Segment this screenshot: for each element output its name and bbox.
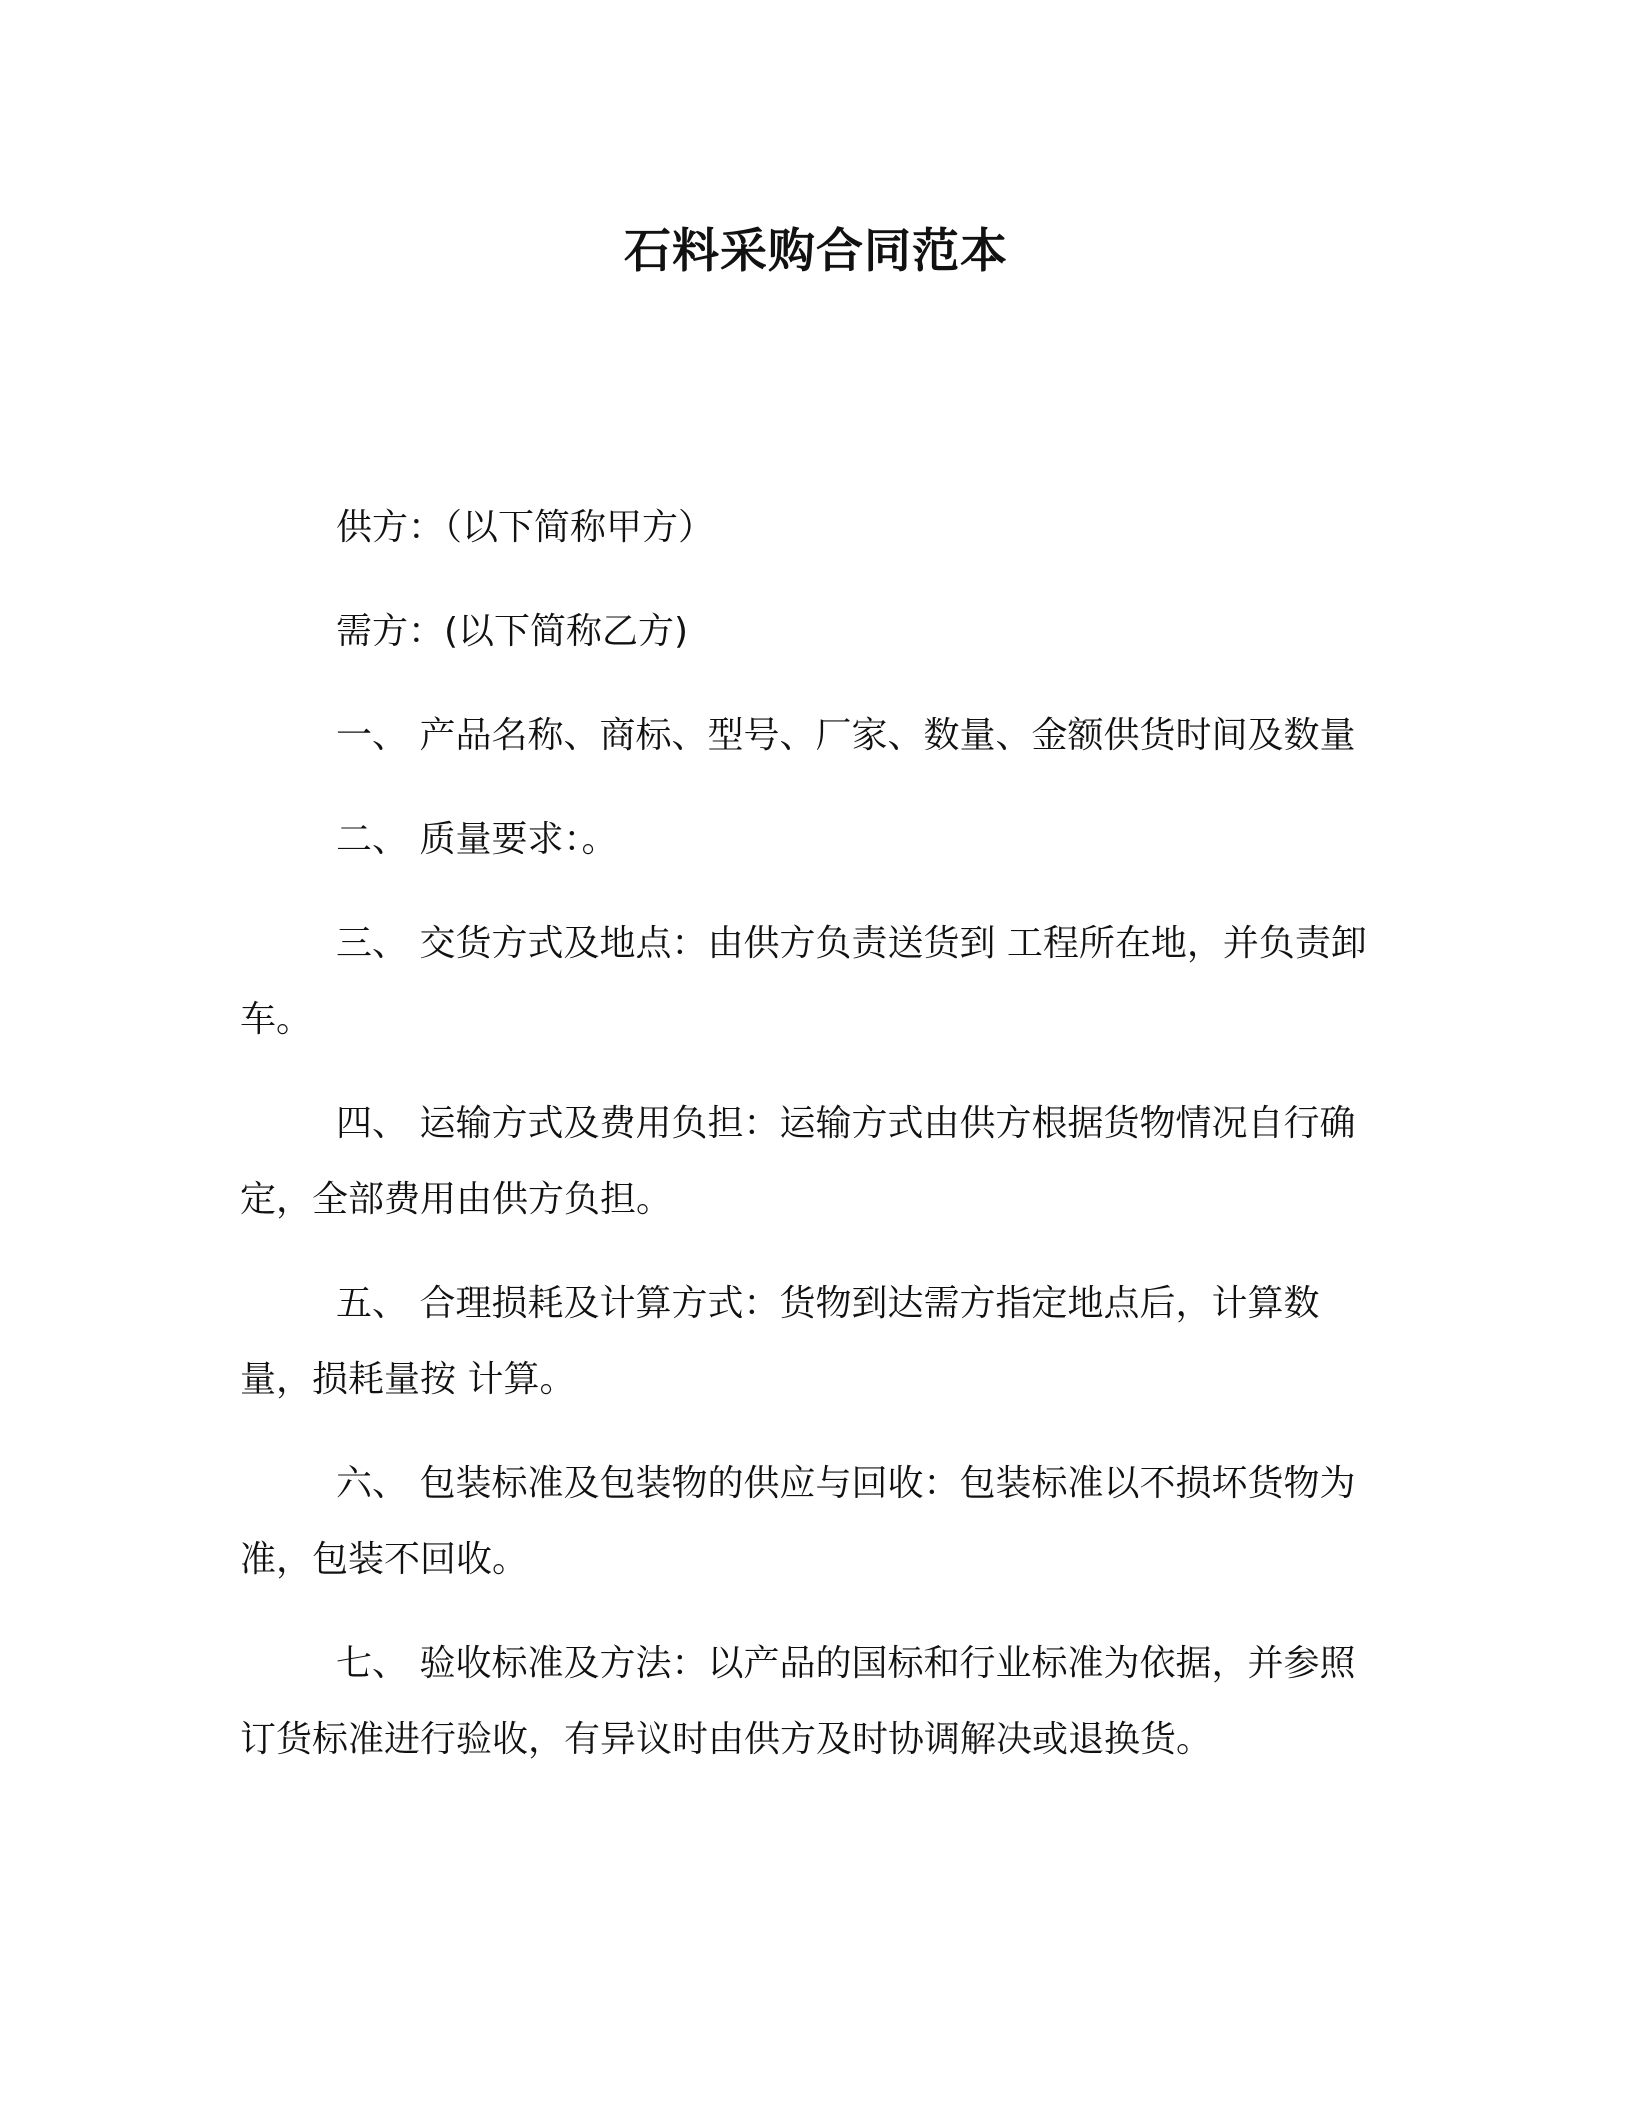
document-title: 石料采购合同范本 <box>624 224 1008 279</box>
paragraph-clause-6: 六、 包装标准及包装物的供应与回收：包装标准以不损坏货物为准，包装不回收。 <box>240 1463 1356 1580</box>
paragraph-buyer: 需方：(以下简称乙方) <box>336 611 689 652</box>
paragraph-clause-2: 二、 质量要求：。 <box>336 819 618 860</box>
paragraph-clause-1: 一、 产品名称、商标、型号、厂家、数量、金额供货时间及数量 <box>336 715 1356 756</box>
paragraph-clause-7: 七、 验收标准及方法：以产品的国标和行业标准为依据，并参照订货标准进行验收，有异议时由供方及时协调解决或退换货。 <box>240 1643 1356 1760</box>
document-body <box>240 490 1390 1806</box>
paragraph-supplier: 供方：（以下简称甲方） <box>336 507 715 548</box>
paragraph-clause-3: 三、 交货方式及地点：由供方负责送货到 工程所在地，并负责卸车。 <box>240 923 1367 1040</box>
paragraph-clause-5: 五、 合理损耗及计算方式：货物到达需方指定地点后，计算数量，损耗量按 计算。 <box>240 1283 1320 1400</box>
paragraph-clause-4: 四、 运输方式及费用负担：运输方式由供方根据货物情况自行确定，全部费用由供方负担。 <box>240 1103 1356 1220</box>
